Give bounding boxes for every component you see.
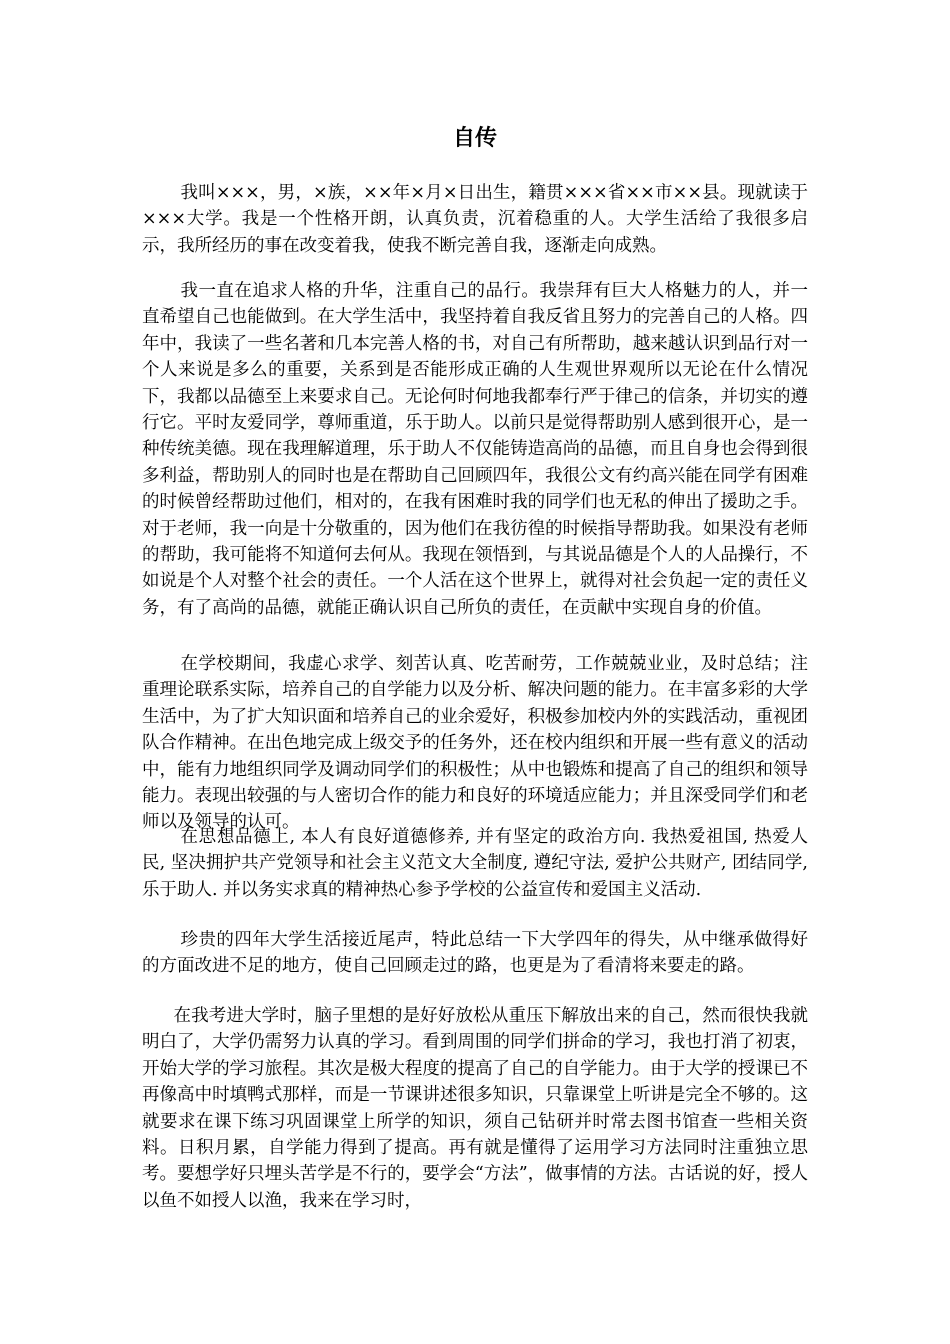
paragraph-intro: 我叫×××，男，×族，××年×月×日出生，籍贯×××省××市××县。现就读于×××大学。我是一个性格开朗，认真负责，沉着稳重的人。大学生活给了我很多启示，我所经历的事在改变着我，使我不断完善自我，逐渐走向成熟。	[142, 183, 808, 256]
paragraph-school: 在学校期间，我虚心求学、刻苦认真、吃苦耐劳，工作兢兢业业，及时总结；注重理论联系实际，培养自己的自学能力以及分析、解决问题的能力。在丰富多彩的大学生活中，为了扩大知识面和培养自己的业余爱好，积极参加校内外的实践活动，重视团队合作精神。在出色地完成上级交予的任务外，还在校内组织和开展一些有意义的活动中，能有力地组织同学及调动同学们的积极性；从中也锻炼和提高了自己的组织和领导能力。表现出较强的与人密切合作的能力和良好的环境适应能力；并且深受同学们和老师以及领导的认可。	[142, 654, 808, 833]
paragraph-character: 我一直在追求人格的升华，注重自己的品行。我崇拜有巨大人格魅力的人，并一直希望自己也能做到。在大学生活中，我坚持着自我反省且努力的完善自己的人格。四年中，我读了一些名著和几本完善人格的书，对自己有所帮助，越来越认识到品行对一个人来说是多么的重要，关系到是否能形成正确的人生观世界观所以无论在什么情况下，我都以品德至上来要求自己。无论何时何地我都奉行严于律己的信条，并切实的遵行它。平时友爱同学，尊师重道，乐于助人。以前只是觉得帮助别人感到很开心，是一种传统美德。现在我理解道理，乐于助人不仅能铸造高尚的品德，而且自身也会得到很多利益，帮助别人的同时也是在帮助自己回顾四年，我很公文有约高兴能在同学有困难的时候曾经帮助过他们，相对的，在我有困难时我的同学们也无私的伸出了援助之手。对于老师，我一向是十分敬重的，因为他们在我彷徨的时候指导帮助我。如果没有老师的帮助，我可能将不知道何去何从。我现在领悟到，与其说品德是个人的人品操行，不如说是个人对整个社会的责任。一个人活在这个世界上，就得对社会负起一定的责任义务，有了高尚的品德，就能正确认识自己所负的责任，在贡献中实现自身的价值。	[142, 281, 808, 618]
document-title: 自传	[452, 126, 497, 151]
paragraph-summary: 珍贵的四年大学生活接近尾声，特此总结一下大学四年的得失，从中继承做得好的方面改进不足的地方，使自己回顾走过的路，也更是为了看清将来要走的路。	[142, 930, 808, 977]
paragraph-ideology: 在思想品德上, 本人有良好道德修养, 并有坚定的政治方向. 我热爱祖国, 热爱人民, 坚决拥护共产党领导和社会主义范文大全制度, 遵纪守法, 爱护公共财产, 团结同学, 乐于助人. 并以务实求真的精神热心参予学校的公益宣传和爱国主义活动.	[142, 827, 808, 900]
document-page	[142, 0, 808, 1344]
paragraph-study: 在我考进大学时，脑子里想的是好好放松从重压下解放出来的自己，然而很快我就明白了，大学仍需努力认真的学习。看到周围的同学们拼命的学习，我也打消了初衷，开始大学的学习旅程。其次是极大程度的提高了自己的自学能力。由于大学的授课已不再像高中时填鸭式那样，而是一节课讲述很多知识，只靠课堂上听讲是完全不够的。这就要求在课下练习巩固课堂上所学的知识，须自己钻研并时常去图书馆查一些相关资料。日积月累，自学能力得到了提高。再有就是懂得了运用学习方法同时注重独立思考。要想学好只埋头苦学是不行的，要学会“方法”，做事情的方法。古话说的好，授人以鱼不如授人以渔，我来在学习时，	[142, 1006, 808, 1211]
